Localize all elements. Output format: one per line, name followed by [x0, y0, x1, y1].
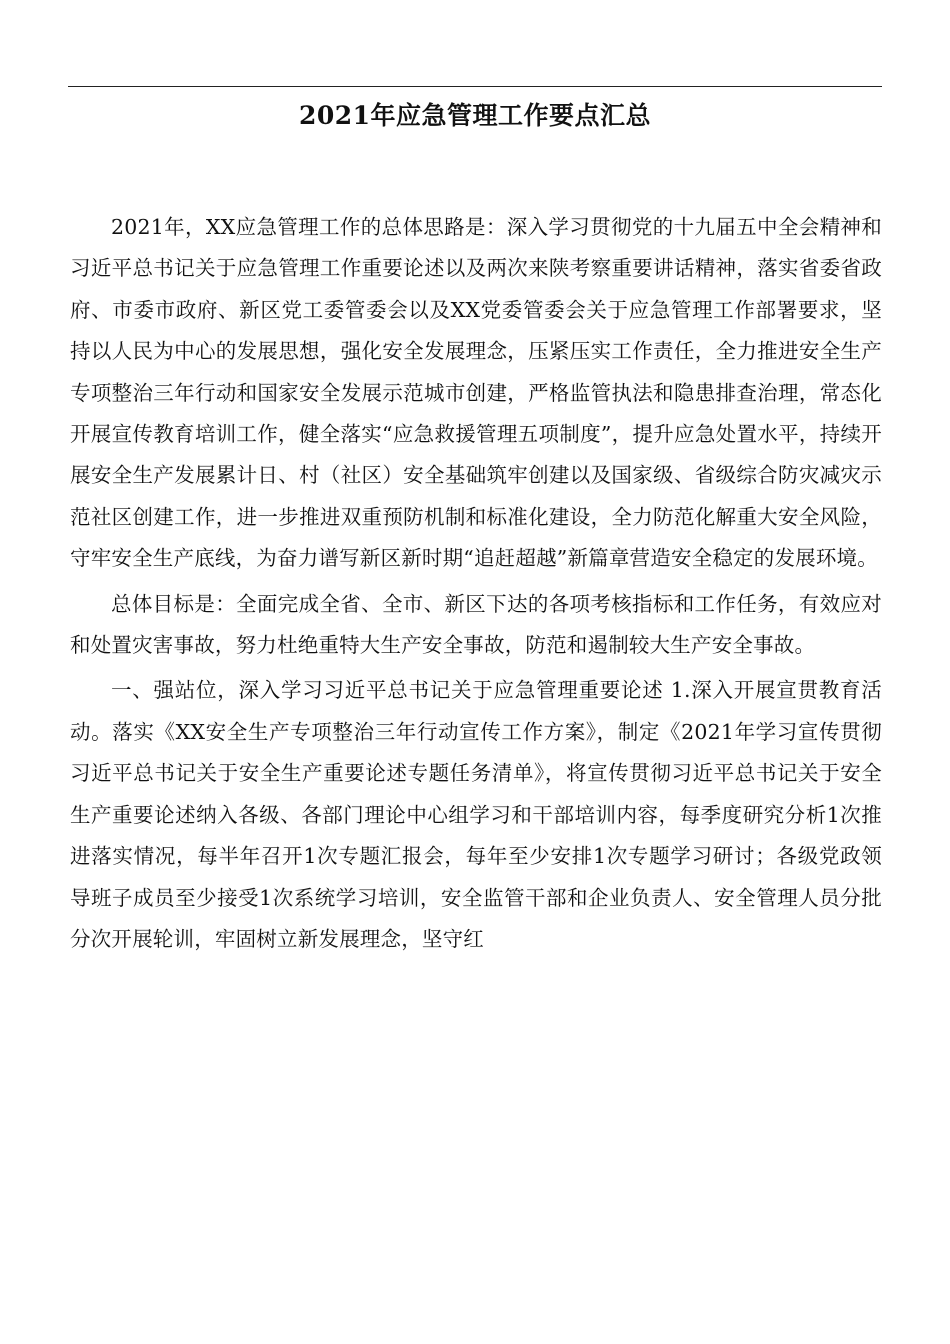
paragraph-section-one: 一、强站位，深入学习习近平总书记关于应急管理重要论述 1.深入开展宣贯教育活动。落实《XX安全生产专项整治三年行动宣传工作方案》，制定《2021年学习宣传贯彻习近平总书记关于安全生产重要论述专题任务清单》，将宣传贯彻习近平总书记关于安全生产重要论述纳入各级、各部门理论中心组学习和干部培训内容，每季度研究分析1次推进落实情况，每半年召开1次专题汇报会，每年至少安排1次专题学习研讨；各级党政领导班子成员至少接受1次系统学习培训，安全监管干部和企业负责人、安全管理人员分批分次开展轮训，牢固树立新发展理念，坚守红	[70, 678, 882, 951]
header-rule	[68, 86, 882, 87]
document-title: 2021年应急管理工作要点汇总	[298, 101, 652, 130]
document-body	[70, 207, 882, 964]
paragraph-overall-goals: 总体目标是：全面完成全省、全市、新区下达的各项考核指标和工作任务，有效应对和处置灾害事故，努力杜绝重特大生产安全事故，防范和遏制较大生产安全事故。	[70, 591, 882, 658]
paragraph-overall-approach: 2021年，XX应急管理工作的总体思路是：深入学习贯彻党的十九届五中全会精神和习近平总书记关于应急管理工作重要论述以及两次来陕考察重要讲话精神，落实省委省政府、市委市政府、新区党工委管委会以及XX党委管委会关于应急管理工作部署要求，坚持以人民为中心的发展思想，强化安全发展理念，压紧压实工作责任，全力推进安全生产专项整治三年行动和国家安全发展示范城市创建，严格监管执法和隐患排查治理，常态化开展宣传教育培训工作，健全落实“应急救援管理五项制度”，提升应急处置水平，持续开展安全生产发展累计日、村（社区）安全基础筑牢创建以及国家级、省级综合防灾减灾示范社区创建工作，进一步推进双重预防机制和标准化建设，全力防范化解重大安全风险，守牢安全生产底线，为奋力谱写新区新时期“追赶超越”新篇章营造安全稳定的发展环境。	[70, 215, 882, 571]
